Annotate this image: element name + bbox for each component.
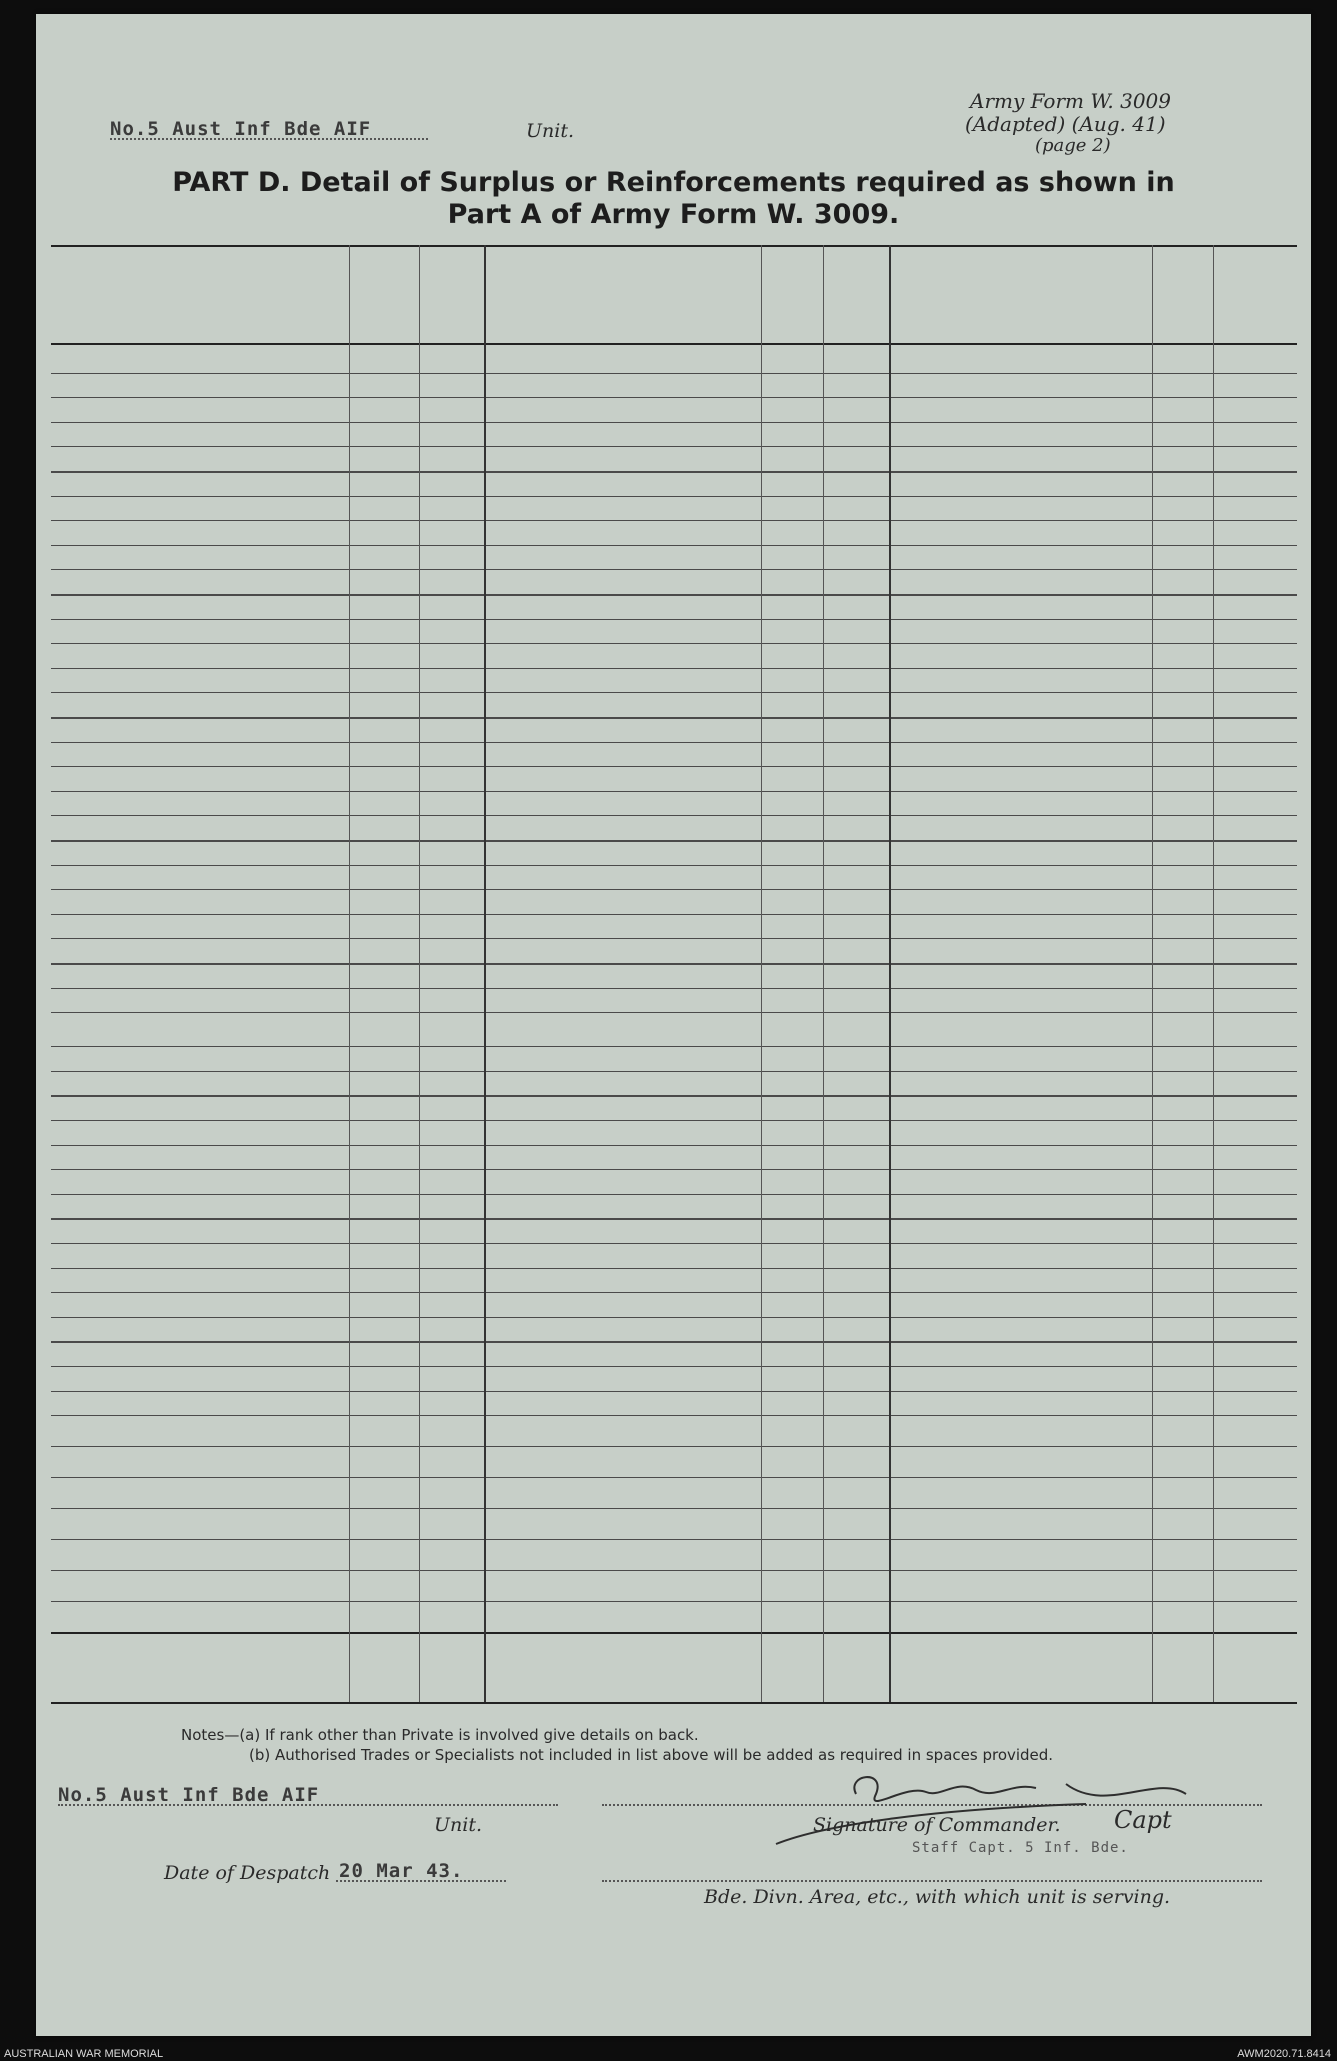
blank-row-rule <box>51 1477 1297 1478</box>
blank-row-rule <box>51 1539 1297 1540</box>
footer-left: AUSTRALIAN WAR MEMORIAL <box>4 2048 164 2060</box>
totals-top-border <box>51 1632 1297 1634</box>
row-rule <box>51 397 1297 398</box>
row-rule <box>51 742 1297 743</box>
row-rule <box>51 1268 1297 1269</box>
header-reinfts <box>1231 251 1261 335</box>
signature-label: Signature of Commander. <box>813 1814 1061 1836</box>
blank-row-rule <box>51 1446 1297 1447</box>
bde-line <box>602 1880 1262 1882</box>
surplus-col-rule <box>349 245 350 1702</box>
row-rule <box>51 1095 1297 1097</box>
unit-typed: No.5 Aust Inf Bde AIF <box>110 118 372 140</box>
row-rule <box>51 422 1297 423</box>
row-rule <box>51 619 1297 620</box>
row-rule <box>51 1415 1297 1416</box>
row-rule <box>51 569 1297 570</box>
unit-label: Unit. <box>526 120 575 142</box>
form-page: (page 2) <box>1035 135 1111 156</box>
header-reinfts <box>437 251 467 335</box>
surplus-col-rule <box>761 245 762 1702</box>
row-rule <box>51 1120 1297 1121</box>
row-rule <box>51 1046 1297 1047</box>
row-rule <box>51 840 1297 842</box>
reinfts-col-rule <box>823 245 824 1702</box>
row-rule <box>51 766 1297 767</box>
row-rule <box>51 1391 1297 1392</box>
rank-handwritten: Capt <box>1114 1806 1172 1834</box>
table-bottom-border <box>51 1702 1297 1704</box>
row-rule <box>51 668 1297 669</box>
blank-row-rule <box>51 1570 1297 1571</box>
header-reinfts <box>841 251 871 335</box>
page-subtitle: Part A of Army Form W. 3009. <box>447 199 900 230</box>
row-rule <box>51 1218 1297 1220</box>
bottom-unit-label: Unit. <box>434 1814 483 1836</box>
row-rule <box>51 815 1297 816</box>
note-b: (b) Authorised Trades or Specialists not included in list above will be added as required in spaces provided. <box>249 1746 1054 1764</box>
row-rule <box>51 791 1297 792</box>
row-rule <box>51 1012 1297 1013</box>
unit-dotted-line <box>110 138 428 140</box>
row-rule <box>51 1169 1297 1170</box>
row-rule <box>51 1145 1297 1146</box>
bottom-unit-typed: No.5 Aust Inf Bde AIF <box>58 1784 320 1806</box>
bde-label: Bde. Divn. Area, etc., with which unit is serving. <box>704 1886 1171 1908</box>
form-number: Army Form W. 3009 <box>970 89 1172 113</box>
row-rule <box>51 545 1297 546</box>
group-divider <box>484 245 486 1702</box>
row-rule <box>51 692 1297 693</box>
row-rule <box>51 446 1297 447</box>
blank-row-rule <box>51 1601 1297 1602</box>
row-rule <box>51 988 1297 989</box>
row-rule <box>51 1243 1297 1244</box>
row-rule <box>51 717 1297 719</box>
row-rule <box>51 520 1297 521</box>
row-rule <box>51 938 1297 939</box>
blank-row-rule <box>51 1508 1297 1509</box>
reinfts-col-rule <box>419 245 420 1702</box>
row-rule <box>51 865 1297 866</box>
form-adapted: (Adapted) (Aug. 41) <box>965 112 1166 136</box>
table-header-border <box>51 343 1297 345</box>
reinfts-col-rule <box>1213 245 1214 1702</box>
page-title: PART D. Detail of Surplus or Reinforcements required as shown in <box>172 167 1175 198</box>
date-label: Date of Despatch <box>164 1862 331 1884</box>
row-rule <box>51 1071 1297 1072</box>
row-rule <box>51 594 1297 596</box>
row-rule <box>51 914 1297 915</box>
row-rule <box>51 1341 1297 1343</box>
row-rule <box>51 1194 1297 1195</box>
form-sheet <box>36 14 1311 2036</box>
handwritten-signature <box>736 1754 1256 1854</box>
date-typed: 20 Mar 43. <box>339 1860 464 1882</box>
note-a: Notes—(a) If rank other than Private is involved give details on back. <box>181 1726 699 1744</box>
row-rule <box>51 1366 1297 1367</box>
signature-stamp: Staff Capt. 5 Inf. Bde. <box>912 1840 1129 1856</box>
row-rule <box>51 496 1297 497</box>
row-rule <box>51 471 1297 473</box>
surplus-col-rule <box>1152 245 1153 1702</box>
row-rule <box>51 963 1297 965</box>
row-rule <box>51 889 1297 890</box>
row-rule <box>51 1317 1297 1318</box>
footer-right: AWM2020.71.8414 <box>1237 2048 1331 2060</box>
group-divider <box>889 245 891 1702</box>
table-top-border <box>51 245 1297 247</box>
row-rule <box>51 373 1297 374</box>
row-rule <box>51 643 1297 644</box>
row-rule <box>51 1292 1297 1293</box>
bottom-unit-line <box>58 1804 558 1806</box>
date-line <box>336 1880 506 1882</box>
